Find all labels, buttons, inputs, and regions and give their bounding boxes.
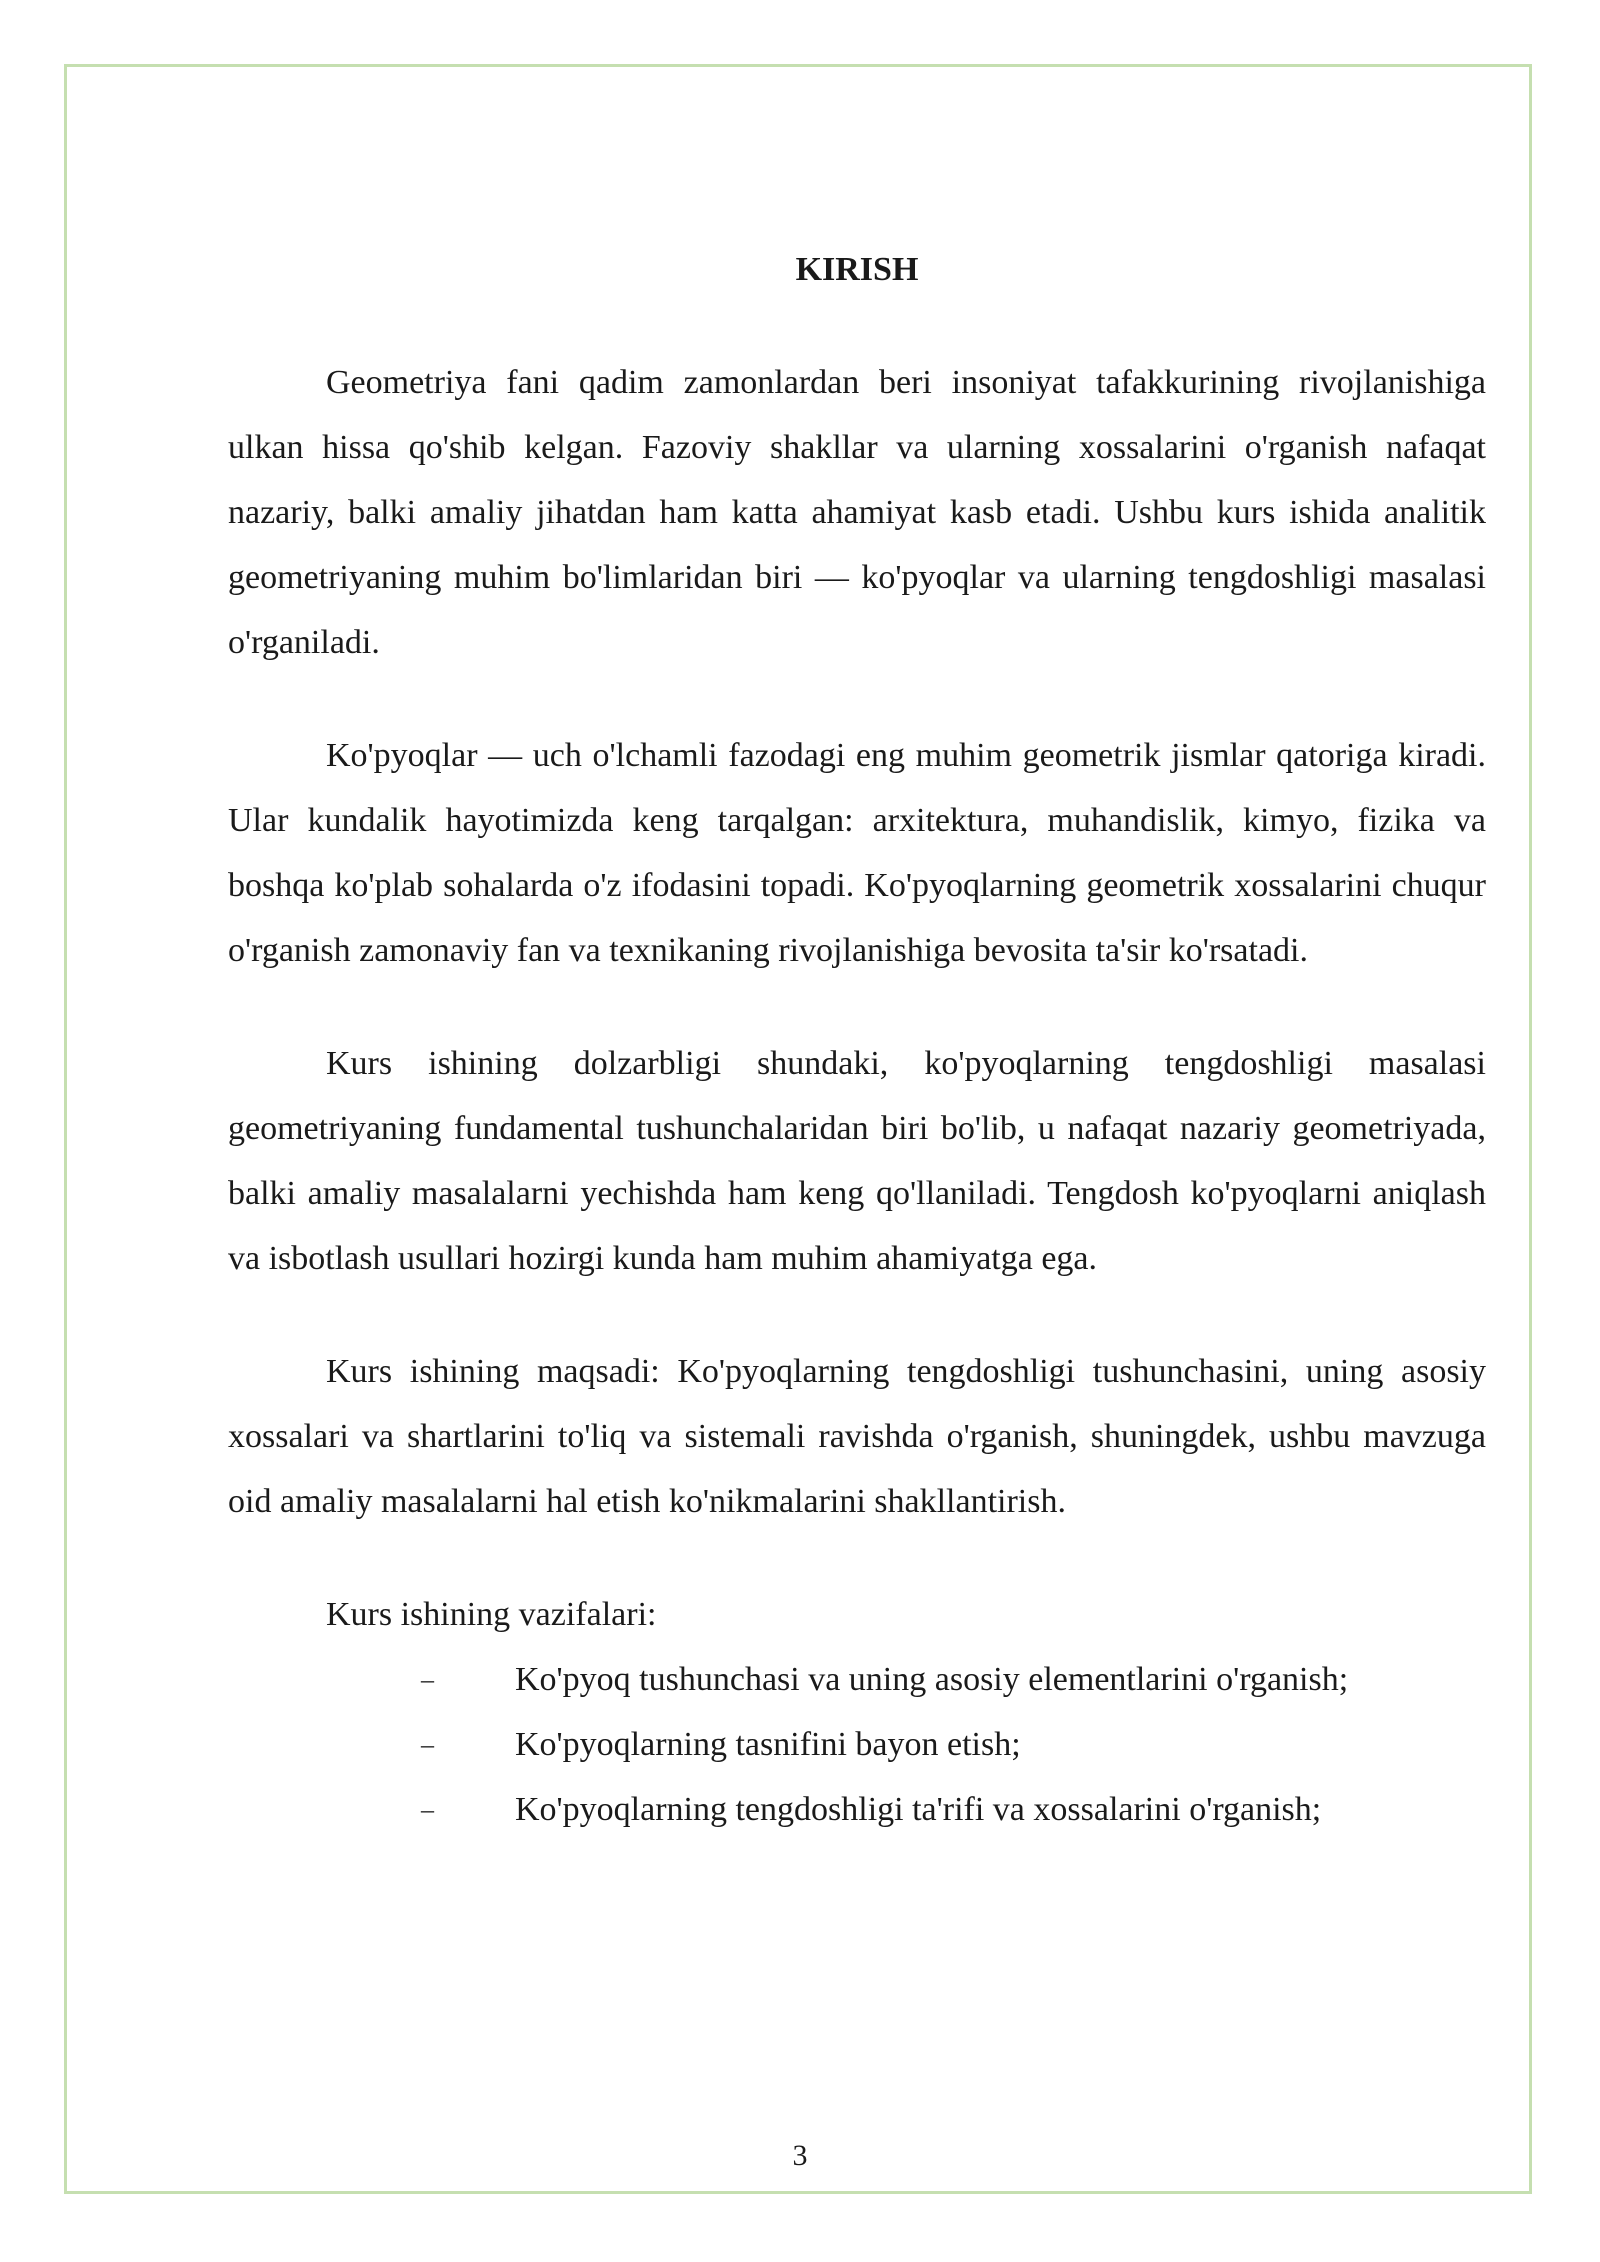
- tasks-heading: Kurs ishining vazifalari:: [326, 1596, 657, 1633]
- section-title: KIRISH: [795, 251, 919, 288]
- page-content: [228, 240, 1486, 1842]
- task-text: Ko'pyoqlarning tengdoshligi ta'rifi va xossalarini o'rganish;: [515, 1791, 1322, 1828]
- page-number: 3: [792, 2139, 808, 2172]
- dash-bullet: –: [421, 1730, 434, 1759]
- dash-bullet: –: [421, 1665, 434, 1694]
- task-text: Ko'pyoq tushunchasi va uning asosiy elementlarini o'rganish;: [515, 1661, 1349, 1698]
- task-list: [228, 1647, 1486, 1842]
- paragraph-polyhedra: Ko'pyoqlar — uch o'lchamli fazodagi eng muhim geometrik jismlar qatoriga kiradi. Ular kundalik hayotimizda keng tarqalgan: arxitektura, muhandislik, kimyo, fizika va boshqa ko'plab sohalarda o'z ifodasini topadi. Ko'pyoqlarning geometrik xossalarini chuqur o'rganish zamonaviy fan va texnikaning rivojlanishiga bevosita ta'sir ko'rsatadi.: [228, 737, 1486, 969]
- list-item: [228, 1647, 1486, 1712]
- paragraph-intro: Geometriya fani qadim zamonlardan beri insoniyat tafakkurining rivojlanishiga ulkan hissa qo'shib kelgan. Fazoviy shakllar va ularning xossalarini o'rganish nafaqat nazariy, balki amaliy jihatdan ham katta ahamiyat kasb etadi. Ushbu kurs ishida analitik geometriyaning muhim bo'limlaridan biri — ko'pyoqlar va ularning tengdoshligi masalasi o'rganiladi.: [228, 364, 1486, 661]
- paragraph-goal: Kurs ishining maqsadi: Ko'pyoqlarning tengdoshligi tushunchasini, uning asosiy xossalari va shartlarini to'liq va sistemali ravishda o'rganish, shuningdek, ushbu mavzuga oid amaliy masalalarni hal etish ko'nikmalarini shakllantirish.: [228, 1353, 1486, 1520]
- dash-bullet: –: [421, 1795, 434, 1824]
- list-item: [228, 1777, 1486, 1842]
- list-item: [228, 1712, 1486, 1777]
- paragraph-relevance: Kurs ishining dolzarbligi shundaki, ko'pyoqlarning tengdoshligi masalasi geometriyaning fundamental tushunchalaridan biri bo'lib, u nafaqat nazariy geometriyada, balki amaliy masalalarni yechishda ham keng qo'llaniladi. Tengdosh ko'pyoqlarni aniqlash va isbotlash usullari hozirgi kunda ham muhim ahamiyatga ega.: [228, 1045, 1486, 1277]
- task-text: Ko'pyoqlarning tasnifini bayon etish;: [515, 1726, 1021, 1763]
